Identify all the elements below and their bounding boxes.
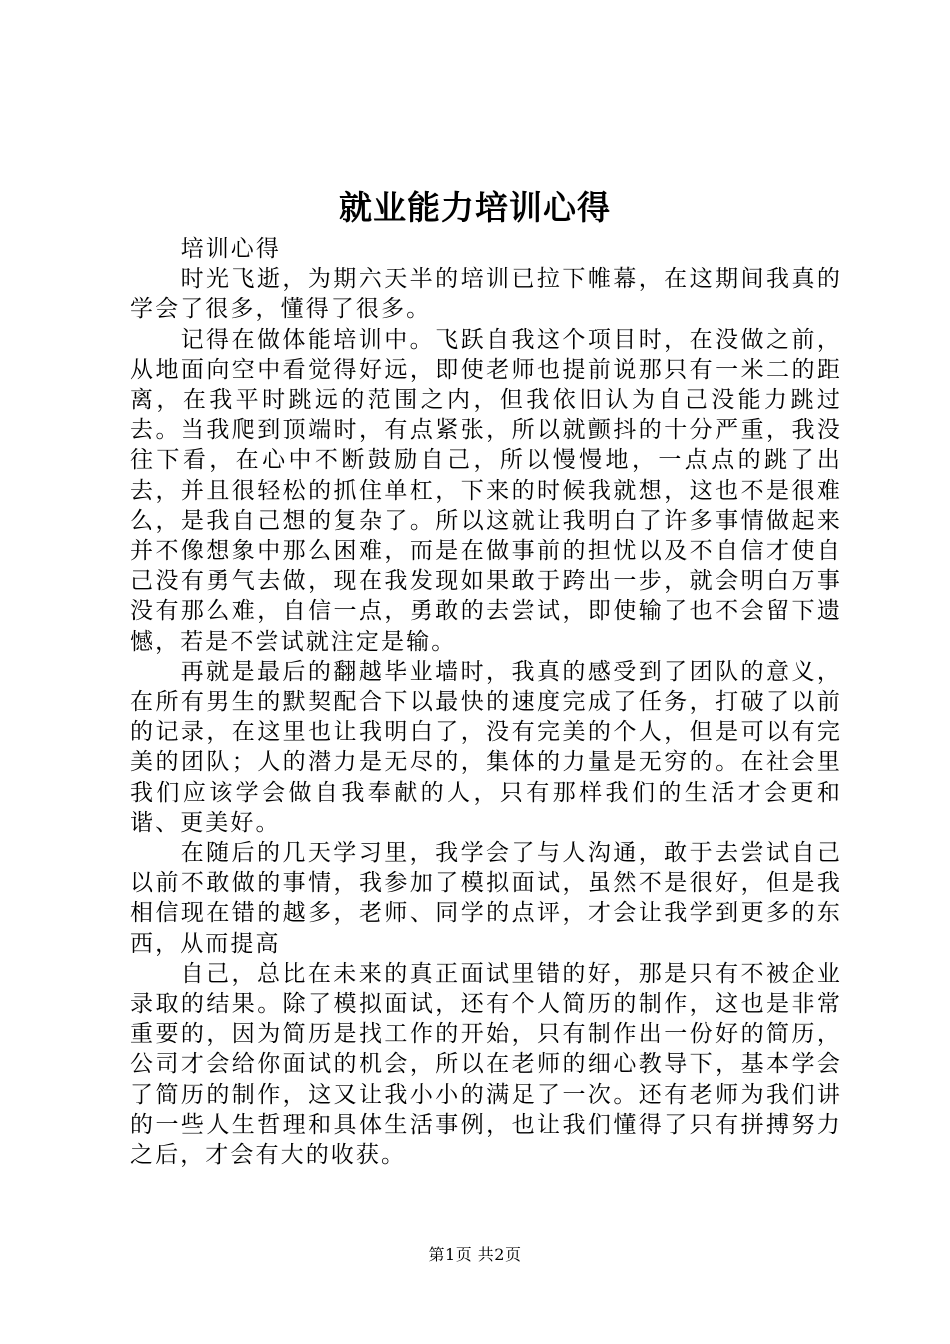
paragraph: 时光飞逝，为期六天半的培训已拉下帷幕，在这期间我真的学会了很多，懂得了很多。 bbox=[130, 266, 842, 323]
document-body bbox=[130, 234, 842, 1170]
page-footer: 第1页 共2页 bbox=[428, 1245, 522, 1264]
paragraph: 在随后的几天学习里，我学会了与人沟通，敢于去尝试自己以前不敢做的事情，我参加了模拟面试，虽然不是很好，但是我相信现在错的越多，老师、同学的点评，才会让我学到更多的东西，从而提高 bbox=[130, 840, 842, 957]
paragraph-subtitle: 培训心得 bbox=[180, 236, 281, 262]
paragraph: 记得在做体能培训中。飞跃自我这个项目时，在没做之前，从地面向空中看觉得好远，即使老师也提前说那只有一米二的距离，在我平时跳远的范围之内，但我依旧认为自己没能力跳过去。当我爬到顶端时，有点紧张，所以就颤抖的十分严重，我没往下看，在心中不断鼓励自己，所以慢慢地，一点点的跳了出去，并且很轻松的抓住单杠，下来的时候我就想，这也不是很难么，是我自己想的复杂了。所以这就让我明白了许多事情做起来并不像想象中那么困难，而是在做事前的担忧以及不自信才使自己没有勇气去做，现在我发现如果敢于跨出一步，就会明白万事没有那么难，自信一点，勇敢的去尝试，即使输了也不会留下遗憾，若是不尝试就注定是输。 bbox=[130, 326, 842, 655]
document-title: 就业能力培训心得 bbox=[339, 188, 611, 227]
paragraph: 再就是最后的翻越毕业墙时，我真的感受到了团队的意义，在所有男生的默契配合下以最快的速度完成了任务，打破了以前的记录，在这里也让我明白了，没有完美的个人，但是可以有完美的团队；人的潜力是无尽的，集体的力量是无穷的。在社会里我们应该学会做自我奉献的人，只有那样我们的生活才会更和谐、更美好。 bbox=[130, 658, 842, 836]
paragraph: 自己，总比在未来的真正面试里错的好，那是只有不被企业录取的结果。除了模拟面试，还有个人简历的制作，这也是非常重要的，因为简历是找工作的开始，只有制作出一份好的简历，公司才会给你面试的机会，所以在老师的细心教导下，基本学会了简历的制作，这又让我小小的满足了一次。还有老师为我们讲的一些人生哲理和具体生活事例，也让我们懂得了只有拼搏努力之后，才会有大的收获。 bbox=[130, 960, 842, 1169]
